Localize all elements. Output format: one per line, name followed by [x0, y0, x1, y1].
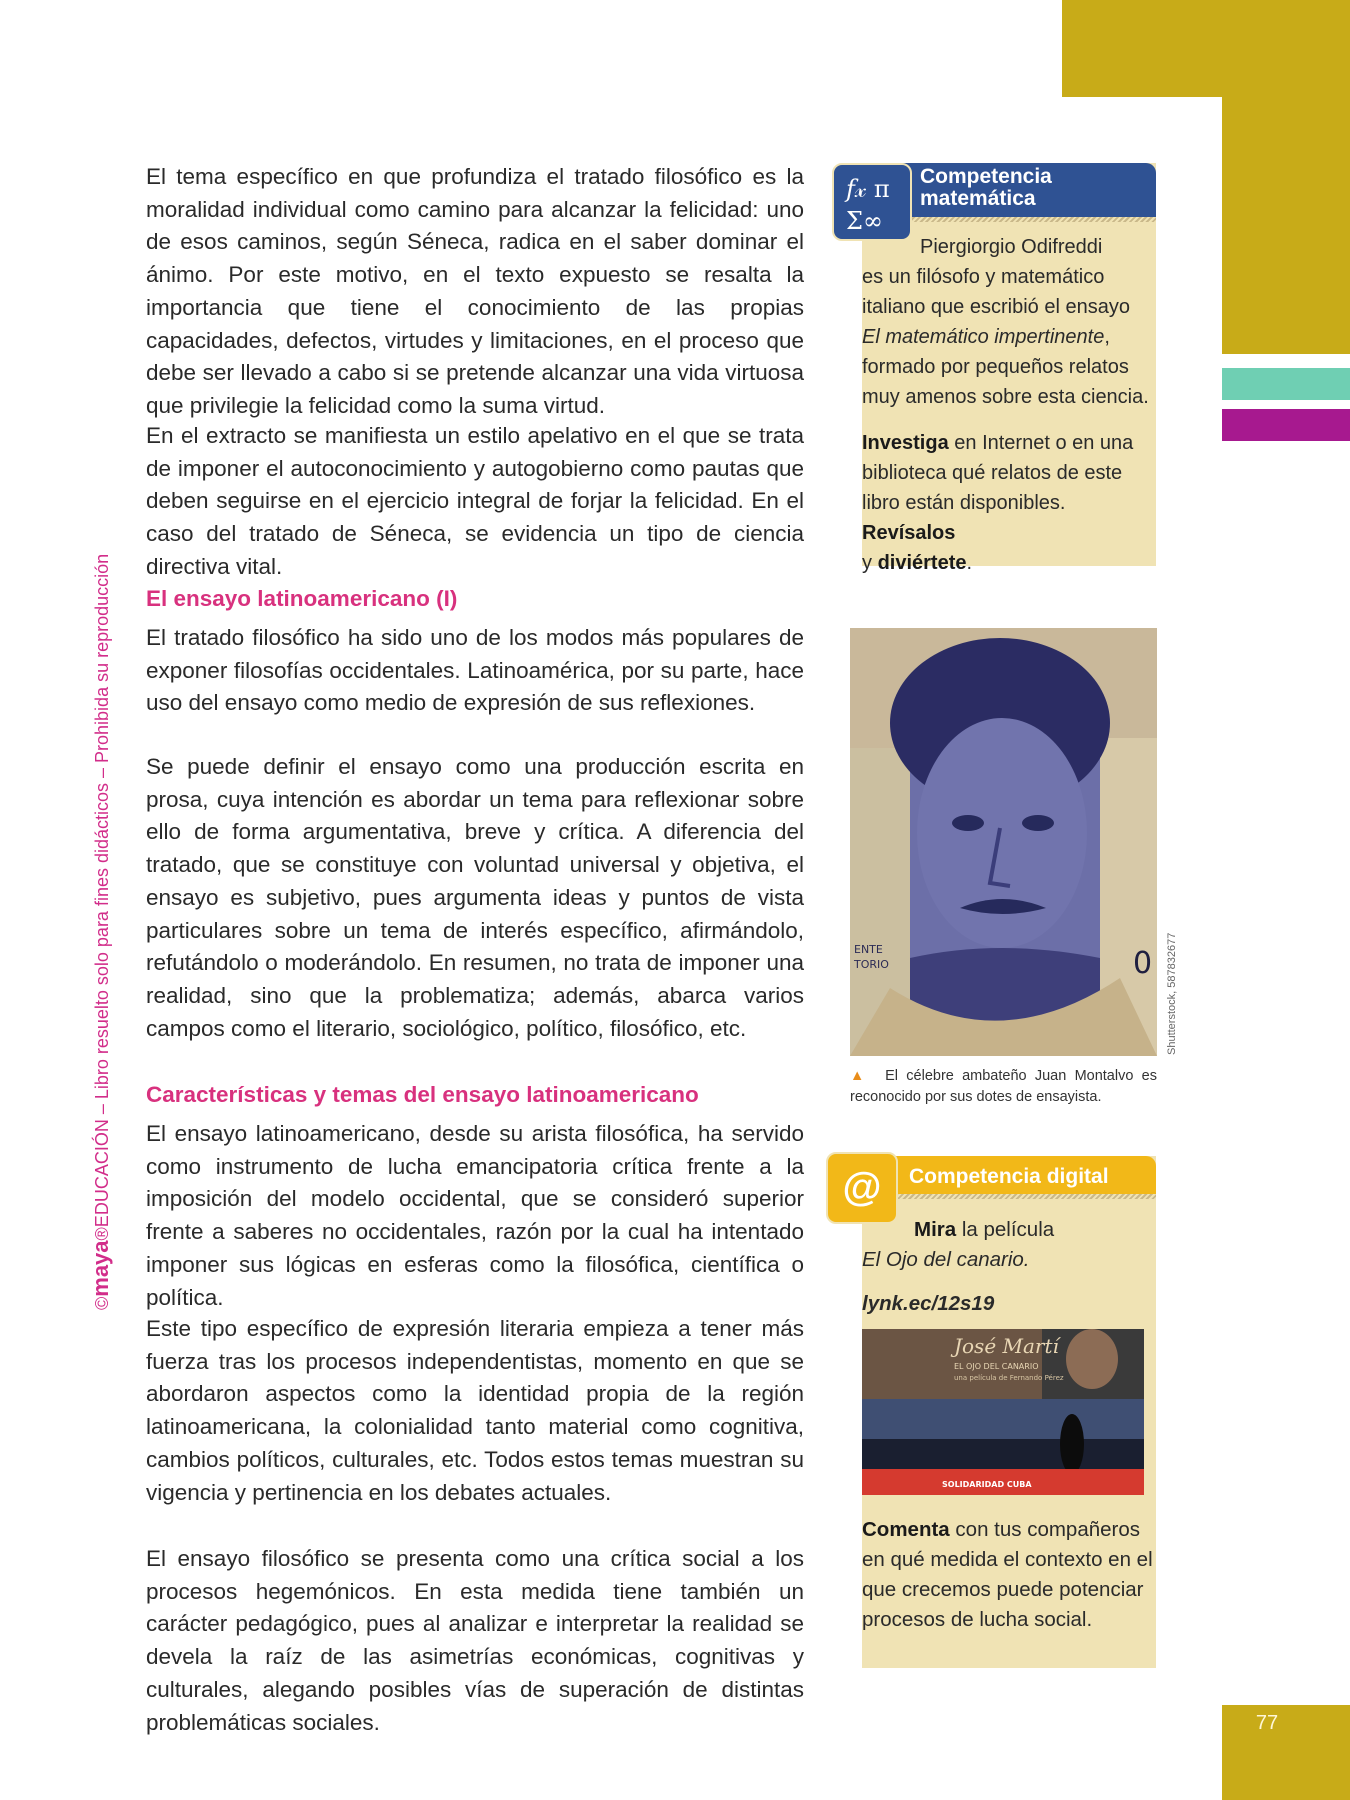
header-stripe: [862, 1194, 1156, 1199]
section-heading-2: Características y temas del ensayo latinoamericano: [146, 1082, 699, 1107]
svg-text:0: 0: [1133, 946, 1153, 981]
section-heading-1: El ensayo latinoamericano (I): [146, 586, 458, 611]
comenta-keyword: Comenta: [862, 1518, 950, 1541]
brand-logo: maya: [88, 1240, 113, 1297]
paragraph-4: Se puede definir el ensayo como una producción escrita en prosa, cuya intención es abordar un tema para reflexionar sobre ello de forma argumentativa, breve y crítica. A diferencia del tratado, que se constituye con voluntad universal y objetiva, el ensayo es subjetivo, pues argumenta ideas y puntos de vista particulares sobre un tema de interés específico, afirmándolo, refutándolo o moderándolo. En resumen, no trata de imponer una realidad, sino que la problematiza; además, abarca varios campos como el literario, sociológico, político, filosófico, etc.: [146, 754, 804, 1041]
at-sign-icon: @: [826, 1152, 898, 1224]
digital-competence-title: Competencia digital: [909, 1165, 1109, 1188]
math-box-body: Piergiorgio Odifreddi es un filósofo y matemático italiano que escribió el ensayo El matemático impertinente, formado por pequeños relatos muy amenos sobre esta ciencia. Investiga en Internet o en una biblioteca qué relatos de este libro están disponibles. Revísalos y diviértete.: [862, 236, 1149, 574]
film-poster: [862, 1329, 1144, 1495]
svg-text:SOLIDARIDAD CUBA: SOLIDARIDAD CUBA: [942, 1480, 1032, 1489]
image-caption: ▲ El célebre ambateño Juan Montalvo es reconocido por sus dotes de ensayista.: [850, 1068, 1157, 1105]
decorative-band-top: [1062, 0, 1350, 97]
page-number: 77: [1255, 1712, 1279, 1734]
svg-text:TORIO: TORIO: [854, 958, 889, 971]
math-competence-title: Competencia matemática: [920, 165, 1052, 210]
decorative-teal-bar: [1222, 368, 1350, 400]
revisalos-keyword: Revísalos: [862, 522, 956, 544]
decorative-magenta-bar: [1222, 409, 1350, 441]
image-credit: Shutterstock, 587832677: [1166, 932, 1178, 1055]
book-title: El matemático impertinente: [862, 326, 1105, 348]
video-link[interactable]: lynk.ec/12s19: [862, 1292, 995, 1315]
paragraph-2: En el extracto se manifiesta un estilo apelativo en el que se trata de imponer el autoconocimiento y autogobierno como pautas que deben seguirse en el ejercicio integral de forjar la felicidad. En el caso del tratado de Séneca, se evidencia un tipo de ciencia directiva vital.: [146, 423, 804, 579]
svg-text:EL OJO DEL CANARIO: EL OJO DEL CANARIO: [954, 1362, 1039, 1371]
copyright-text: EDUCACIÓN – Libro resuelto solo para fines didácticos – Prohibida su reproducción: [92, 553, 112, 1228]
paragraph-1: El tema específico en que profundiza el tratado filosófico es la moralidad individual como camino para alcanzar la felicidad: uno de esos caminos, según Séneca, radica en el saber dominar el ánimo. Por este motivo, en el texto expuesto se resalta la importancia que tiene el conocimiento de las propias capacidades, defectos, virtudes y limitaciones, en el proceso que debe ser llevado a cabo si se pretende alcanzar una vida virtuosa que privilegie la felicidad como la suma virtud.: [146, 164, 804, 418]
banknote-illustration: [850, 628, 1157, 1056]
investiga-keyword: Investiga: [862, 432, 949, 454]
paragraph-3: El tratado filosófico ha sido uno de los modos más populares de exponer filosofías occidentales. Latinoamérica, por su parte, hace uso del ensayo como medio de expresión de sus reflexiones.: [146, 625, 804, 716]
paragraph-5: El ensayo latinoamericano, desde su arista filosófica, ha servido como instrumento de lucha emancipatoria crítica frente a la imposición del modelo occidental, que se consideró superior frente a saberes no occidentales, razón por la cual ha intentado imponer sus lógicas en esferas como la filosófica, científica o política.: [146, 1121, 804, 1310]
paragraph-7: El ensayo filosófico se presenta como una crítica social a los procesos hegemónicos. En esta medida tiene también un carácter pedagógico, pues al analizar e interpretar la realidad se devela la raíz de las asimetrías económicas, cognitivas y culturales, alegando posibles vías de superación de distintas problemáticas sociales.: [146, 1546, 804, 1735]
svg-text:una película de Fernando Pérez: una película de Fernando Pérez: [954, 1374, 1064, 1382]
juan-montalvo-banknote-portrait: [850, 628, 1157, 1056]
registered-symbol: ®: [92, 1227, 112, 1241]
side-copyright-notice: [88, 554, 114, 1310]
math-symbols-icon: 𝑓𝓍 π Σ∞: [832, 163, 912, 241]
diviertete-keyword: diviértete: [877, 552, 967, 574]
digital-box-body: Mira la película El Ojo del canario. lynk.ec/12s19: [862, 1215, 1156, 1319]
decorative-band-side: [1222, 97, 1350, 354]
film-title: El Ojo del canario.: [862, 1248, 1030, 1271]
mira-keyword: Mira: [914, 1218, 957, 1241]
digital-box-comment: Comenta con tus compañeros en qué medida el contexto en el que crecemos puede potenciar procesos de lucha social.: [862, 1518, 1153, 1631]
caption-marker-icon: ▲: [850, 1068, 869, 1084]
paragraph-6: Este tipo específico de expresión literaria empieza a tener más fuerza tras los procesos independentistas, momento en que se abordaron aspectos como la identidad propia de la región latinoamericana, la colonialidad tanto material como cognitiva, cambios políticos, culturales, etc. Todos estos temas muestran su vigencia y pertinencia en los debates actuales.: [146, 1316, 804, 1505]
video-thumbnail[interactable]: [862, 1329, 1144, 1495]
copyright-symbol: ©: [92, 1296, 112, 1310]
svg-text:José Martí: José Martí: [954, 1334, 1059, 1358]
svg-text:ENTE: ENTE: [854, 943, 883, 956]
